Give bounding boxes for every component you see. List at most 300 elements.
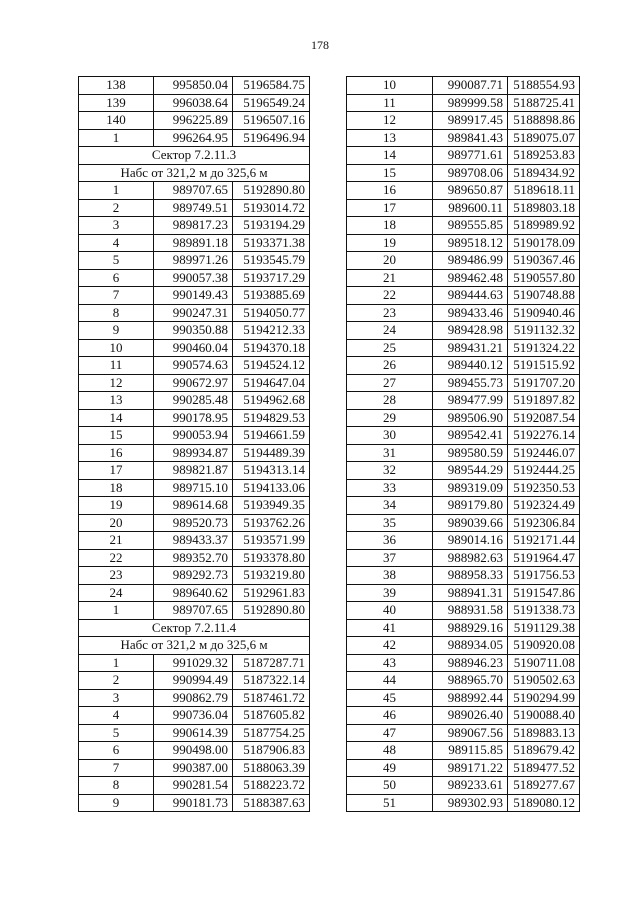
table-row — [347, 287, 580, 305]
y-coordinate-cell: 5193762.26 — [233, 514, 310, 532]
point-number-cell: 8 — [79, 304, 154, 322]
y-coordinate-cell: 5187754.25 — [233, 724, 310, 742]
point-number-cell: 23 — [347, 304, 433, 322]
y-coordinate-cell: 5189477.52 — [508, 759, 580, 777]
y-coordinate-cell: 5190557.80 — [508, 269, 580, 287]
point-number-cell: 24 — [79, 584, 154, 602]
y-coordinate-cell: 5196507.16 — [233, 112, 310, 130]
table-row — [347, 234, 580, 252]
point-number-cell: 31 — [347, 444, 433, 462]
point-number-cell: 5 — [79, 724, 154, 742]
point-number-cell: 51 — [347, 794, 433, 812]
x-coordinate-cell: 989708.06 — [433, 164, 508, 182]
x-coordinate-cell: 989455.73 — [433, 374, 508, 392]
point-number-cell: 19 — [79, 497, 154, 515]
x-coordinate-cell: 989067.56 — [433, 724, 508, 742]
table-row — [347, 217, 580, 235]
table-row — [79, 322, 310, 340]
table-row — [79, 339, 310, 357]
y-coordinate-cell: 5190502.63 — [508, 672, 580, 690]
table-row — [79, 94, 310, 112]
point-number-cell: 14 — [347, 147, 433, 165]
point-number-cell: 2 — [79, 199, 154, 217]
table-row — [347, 112, 580, 130]
y-coordinate-cell: 5192890.80 — [233, 182, 310, 200]
x-coordinate-cell: 989555.85 — [433, 217, 508, 235]
point-number-cell: 21 — [347, 269, 433, 287]
y-coordinate-cell: 5189277.67 — [508, 777, 580, 795]
table-row — [79, 217, 310, 235]
x-coordinate-cell: 990247.31 — [154, 304, 233, 322]
x-coordinate-cell: 988992.44 — [433, 689, 508, 707]
table-row — [347, 584, 580, 602]
x-coordinate-cell: 989319.09 — [433, 479, 508, 497]
x-coordinate-cell: 989462.48 — [433, 269, 508, 287]
point-number-cell: 25 — [347, 339, 433, 357]
point-number-cell: 17 — [79, 462, 154, 480]
point-number-cell: 20 — [79, 514, 154, 532]
x-coordinate-cell: 989440.12 — [433, 357, 508, 375]
y-coordinate-cell: 5191756.53 — [508, 567, 580, 585]
x-coordinate-cell: 988965.70 — [433, 672, 508, 690]
x-coordinate-cell: 989292.73 — [154, 567, 233, 585]
section-header-row — [79, 147, 310, 165]
point-number-cell: 11 — [347, 94, 433, 112]
point-number-cell: 10 — [79, 339, 154, 357]
point-number-cell: 27 — [347, 374, 433, 392]
x-coordinate-cell: 988982.63 — [433, 549, 508, 567]
table-row — [79, 77, 310, 95]
y-coordinate-cell: 5189618.11 — [508, 182, 580, 200]
table-row — [347, 514, 580, 532]
x-coordinate-cell: 989542.41 — [433, 427, 508, 445]
x-coordinate-cell: 989179.80 — [433, 497, 508, 515]
table-row — [347, 462, 580, 480]
y-coordinate-cell: 5192961.83 — [233, 584, 310, 602]
point-number-cell: 28 — [347, 392, 433, 410]
point-number-cell: 30 — [347, 427, 433, 445]
table-row — [347, 479, 580, 497]
x-coordinate-cell: 990178.95 — [154, 409, 233, 427]
x-coordinate-cell: 989544.29 — [433, 462, 508, 480]
table-row — [79, 794, 310, 812]
y-coordinate-cell: 5190367.46 — [508, 252, 580, 270]
x-coordinate-cell: 990736.04 — [154, 707, 233, 725]
table-row — [79, 234, 310, 252]
y-coordinate-cell: 5191324.22 — [508, 339, 580, 357]
y-coordinate-cell: 5194133.06 — [233, 479, 310, 497]
section-header-row — [79, 619, 310, 637]
y-coordinate-cell: 5192446.07 — [508, 444, 580, 462]
y-coordinate-cell: 5190748.88 — [508, 287, 580, 305]
table-row — [79, 427, 310, 445]
y-coordinate-cell: 5191964.47 — [508, 549, 580, 567]
y-coordinate-cell: 5188223.72 — [233, 777, 310, 795]
point-number-cell: 9 — [79, 322, 154, 340]
table-row — [347, 164, 580, 182]
x-coordinate-cell: 989444.63 — [433, 287, 508, 305]
table-row — [79, 479, 310, 497]
table-row — [347, 374, 580, 392]
section-header: Набс от 321,2 м до 325,6 м — [79, 637, 310, 655]
table-row — [79, 444, 310, 462]
y-coordinate-cell: 5187605.82 — [233, 707, 310, 725]
point-number-cell: 48 — [347, 742, 433, 760]
table-row — [347, 549, 580, 567]
table-row — [347, 409, 580, 427]
x-coordinate-cell: 989817.23 — [154, 217, 233, 235]
y-coordinate-cell: 5192171.44 — [508, 532, 580, 550]
x-coordinate-cell: 990614.39 — [154, 724, 233, 742]
y-coordinate-cell: 5189989.92 — [508, 217, 580, 235]
point-number-cell: 43 — [347, 654, 433, 672]
y-coordinate-cell: 5194313.14 — [233, 462, 310, 480]
point-number-cell: 1 — [79, 602, 154, 620]
y-coordinate-cell: 5190178.09 — [508, 234, 580, 252]
x-coordinate-cell: 996264.95 — [154, 129, 233, 147]
table-row — [347, 322, 580, 340]
x-coordinate-cell: 990862.79 — [154, 689, 233, 707]
x-coordinate-cell: 990350.88 — [154, 322, 233, 340]
point-number-cell: 18 — [347, 217, 433, 235]
x-coordinate-cell: 988941.31 — [433, 584, 508, 602]
table-row — [347, 532, 580, 550]
point-number-cell: 15 — [347, 164, 433, 182]
x-coordinate-cell: 989014.16 — [433, 532, 508, 550]
point-number-cell: 13 — [347, 129, 433, 147]
point-number-cell: 4 — [79, 707, 154, 725]
point-number-cell: 50 — [347, 777, 433, 795]
point-number-cell: 33 — [347, 479, 433, 497]
table-row — [79, 112, 310, 130]
x-coordinate-cell: 990181.73 — [154, 794, 233, 812]
point-number-cell: 2 — [79, 672, 154, 690]
table-row — [347, 444, 580, 462]
table-row — [79, 742, 310, 760]
table-row — [79, 532, 310, 550]
x-coordinate-cell: 989999.58 — [433, 94, 508, 112]
y-coordinate-cell: 5191338.73 — [508, 602, 580, 620]
point-number-cell: 42 — [347, 637, 433, 655]
y-coordinate-cell: 5188898.86 — [508, 112, 580, 130]
x-coordinate-cell: 990460.04 — [154, 339, 233, 357]
y-coordinate-cell: 5187906.83 — [233, 742, 310, 760]
point-number-cell: 7 — [79, 287, 154, 305]
x-coordinate-cell: 990672.97 — [154, 374, 233, 392]
section-header: Сектор 7.2.11.4 — [79, 619, 310, 637]
x-coordinate-cell: 989171.22 — [433, 759, 508, 777]
table-row — [347, 654, 580, 672]
point-number-cell: 38 — [347, 567, 433, 585]
point-number-cell: 34 — [347, 497, 433, 515]
table-row — [79, 497, 310, 515]
point-number-cell: 20 — [347, 252, 433, 270]
table-row — [79, 287, 310, 305]
y-coordinate-cell: 5191129.38 — [508, 619, 580, 637]
point-number-cell: 26 — [347, 357, 433, 375]
point-number-cell: 6 — [79, 742, 154, 760]
section-header: Набс от 321,2 м до 325,6 м — [79, 164, 310, 182]
x-coordinate-cell: 989433.37 — [154, 532, 233, 550]
coordinates-table-left — [78, 76, 310, 812]
y-coordinate-cell: 5192890.80 — [233, 602, 310, 620]
table-row — [347, 269, 580, 287]
y-coordinate-cell: 5193949.35 — [233, 497, 310, 515]
y-coordinate-cell: 5194524.12 — [233, 357, 310, 375]
table-row — [79, 654, 310, 672]
table-row — [79, 777, 310, 795]
y-coordinate-cell: 5194962.68 — [233, 392, 310, 410]
table-row — [347, 392, 580, 410]
x-coordinate-cell: 989707.65 — [154, 602, 233, 620]
y-coordinate-cell: 5191897.82 — [508, 392, 580, 410]
point-number-cell: 139 — [79, 94, 154, 112]
table-row — [347, 742, 580, 760]
table-row — [347, 637, 580, 655]
section-header: Сектор 7.2.11.3 — [79, 147, 310, 165]
x-coordinate-cell: 990387.00 — [154, 759, 233, 777]
table-row — [79, 584, 310, 602]
table-row — [79, 409, 310, 427]
table-row — [79, 549, 310, 567]
point-number-cell: 44 — [347, 672, 433, 690]
y-coordinate-cell: 5190294.99 — [508, 689, 580, 707]
x-coordinate-cell: 996225.89 — [154, 112, 233, 130]
table-row — [79, 672, 310, 690]
x-coordinate-cell: 989640.62 — [154, 584, 233, 602]
point-number-cell: 32 — [347, 462, 433, 480]
point-number-cell: 29 — [347, 409, 433, 427]
y-coordinate-cell: 5194647.04 — [233, 374, 310, 392]
section-header-row — [79, 637, 310, 655]
table-row — [79, 707, 310, 725]
table-row — [79, 392, 310, 410]
table-row — [347, 199, 580, 217]
x-coordinate-cell: 990281.54 — [154, 777, 233, 795]
table-row — [79, 182, 310, 200]
y-coordinate-cell: 5194370.18 — [233, 339, 310, 357]
table-row — [347, 619, 580, 637]
x-coordinate-cell: 989115.85 — [433, 742, 508, 760]
x-coordinate-cell: 990087.71 — [433, 77, 508, 95]
y-coordinate-cell: 5193885.69 — [233, 287, 310, 305]
table-row — [79, 514, 310, 532]
y-coordinate-cell: 5190088.40 — [508, 707, 580, 725]
point-number-cell: 3 — [79, 689, 154, 707]
point-number-cell: 16 — [79, 444, 154, 462]
x-coordinate-cell: 988934.05 — [433, 637, 508, 655]
x-coordinate-cell: 989917.45 — [433, 112, 508, 130]
x-coordinate-cell: 989650.87 — [433, 182, 508, 200]
point-number-cell: 140 — [79, 112, 154, 130]
point-number-cell: 19 — [347, 234, 433, 252]
table-row — [347, 707, 580, 725]
point-number-cell: 3 — [79, 217, 154, 235]
y-coordinate-cell: 5194050.77 — [233, 304, 310, 322]
y-coordinate-cell: 5190940.46 — [508, 304, 580, 322]
x-coordinate-cell: 988929.16 — [433, 619, 508, 637]
x-coordinate-cell: 989715.10 — [154, 479, 233, 497]
table-row — [79, 357, 310, 375]
y-coordinate-cell: 5188725.41 — [508, 94, 580, 112]
table-row — [347, 724, 580, 742]
table-row — [347, 77, 580, 95]
y-coordinate-cell: 5188063.39 — [233, 759, 310, 777]
x-coordinate-cell: 988946.23 — [433, 654, 508, 672]
point-number-cell: 22 — [79, 549, 154, 567]
table-row — [347, 689, 580, 707]
y-coordinate-cell: 5191515.92 — [508, 357, 580, 375]
x-coordinate-cell: 990574.63 — [154, 357, 233, 375]
point-number-cell: 7 — [79, 759, 154, 777]
x-coordinate-cell: 989506.90 — [433, 409, 508, 427]
x-coordinate-cell: 989428.98 — [433, 322, 508, 340]
x-coordinate-cell: 990498.00 — [154, 742, 233, 760]
table-row — [347, 497, 580, 515]
x-coordinate-cell: 989477.99 — [433, 392, 508, 410]
point-number-cell: 13 — [79, 392, 154, 410]
y-coordinate-cell: 5196496.94 — [233, 129, 310, 147]
table-row — [79, 689, 310, 707]
point-number-cell: 46 — [347, 707, 433, 725]
x-coordinate-cell: 989433.46 — [433, 304, 508, 322]
point-number-cell: 14 — [79, 409, 154, 427]
x-coordinate-cell: 990285.48 — [154, 392, 233, 410]
y-coordinate-cell: 5191547.86 — [508, 584, 580, 602]
x-coordinate-cell: 989580.59 — [433, 444, 508, 462]
x-coordinate-cell: 989891.18 — [154, 234, 233, 252]
y-coordinate-cell: 5189883.13 — [508, 724, 580, 742]
x-coordinate-cell: 989233.61 — [433, 777, 508, 795]
x-coordinate-cell: 990149.43 — [154, 287, 233, 305]
table-row — [347, 794, 580, 812]
x-coordinate-cell: 989707.65 — [154, 182, 233, 200]
x-coordinate-cell: 989841.43 — [433, 129, 508, 147]
table-row — [347, 94, 580, 112]
point-number-cell: 18 — [79, 479, 154, 497]
table-row — [347, 602, 580, 620]
point-number-cell: 24 — [347, 322, 433, 340]
table-row — [347, 672, 580, 690]
table-row — [79, 129, 310, 147]
x-coordinate-cell: 989026.40 — [433, 707, 508, 725]
point-number-cell: 8 — [79, 777, 154, 795]
table-row — [347, 357, 580, 375]
x-coordinate-cell: 989302.93 — [433, 794, 508, 812]
x-coordinate-cell: 989486.99 — [433, 252, 508, 270]
y-coordinate-cell: 5192444.25 — [508, 462, 580, 480]
point-number-cell: 10 — [347, 77, 433, 95]
table-row — [79, 602, 310, 620]
coordinates-table-right — [346, 76, 580, 812]
table-row — [79, 304, 310, 322]
y-coordinate-cell: 5189080.12 — [508, 794, 580, 812]
y-coordinate-cell: 5192087.54 — [508, 409, 580, 427]
table-row — [79, 724, 310, 742]
point-number-cell: 39 — [347, 584, 433, 602]
x-coordinate-cell: 988931.58 — [433, 602, 508, 620]
point-number-cell: 5 — [79, 252, 154, 270]
y-coordinate-cell: 5194489.39 — [233, 444, 310, 462]
table-row — [347, 147, 580, 165]
table-row — [347, 759, 580, 777]
y-coordinate-cell: 5190711.08 — [508, 654, 580, 672]
x-coordinate-cell: 988958.33 — [433, 567, 508, 585]
x-coordinate-cell: 989934.87 — [154, 444, 233, 462]
table-row — [79, 462, 310, 480]
point-number-cell: 47 — [347, 724, 433, 742]
y-coordinate-cell: 5193219.80 — [233, 567, 310, 585]
y-coordinate-cell: 5187322.14 — [233, 672, 310, 690]
point-number-cell: 12 — [79, 374, 154, 392]
y-coordinate-cell: 5188387.63 — [233, 794, 310, 812]
y-coordinate-cell: 5190920.08 — [508, 637, 580, 655]
table-row — [347, 339, 580, 357]
y-coordinate-cell: 5193545.79 — [233, 252, 310, 270]
table-row — [79, 269, 310, 287]
x-coordinate-cell: 989821.87 — [154, 462, 233, 480]
x-coordinate-cell: 989749.51 — [154, 199, 233, 217]
y-coordinate-cell: 5192324.49 — [508, 497, 580, 515]
table-row — [347, 567, 580, 585]
y-coordinate-cell: 5193371.38 — [233, 234, 310, 252]
table-row — [79, 199, 310, 217]
y-coordinate-cell: 5191132.32 — [508, 322, 580, 340]
table-row — [347, 129, 580, 147]
y-coordinate-cell: 5189075.07 — [508, 129, 580, 147]
point-number-cell: 22 — [347, 287, 433, 305]
table-row — [347, 427, 580, 445]
table-row — [79, 567, 310, 585]
y-coordinate-cell: 5196584.75 — [233, 77, 310, 95]
y-coordinate-cell: 5192350.53 — [508, 479, 580, 497]
x-coordinate-cell: 989431.21 — [433, 339, 508, 357]
point-number-cell: 11 — [79, 357, 154, 375]
point-number-cell: 1 — [79, 654, 154, 672]
point-number-cell: 35 — [347, 514, 433, 532]
y-coordinate-cell: 5194212.33 — [233, 322, 310, 340]
point-number-cell: 21 — [79, 532, 154, 550]
point-number-cell: 1 — [79, 182, 154, 200]
y-coordinate-cell: 5196549.24 — [233, 94, 310, 112]
y-coordinate-cell: 5194661.59 — [233, 427, 310, 445]
point-number-cell: 37 — [347, 549, 433, 567]
x-coordinate-cell: 989600.11 — [433, 199, 508, 217]
table-row — [347, 777, 580, 795]
x-coordinate-cell: 990994.49 — [154, 672, 233, 690]
point-number-cell: 36 — [347, 532, 433, 550]
section-header-row — [79, 164, 310, 182]
y-coordinate-cell: 5193717.29 — [233, 269, 310, 287]
y-coordinate-cell: 5194829.53 — [233, 409, 310, 427]
table-row — [347, 304, 580, 322]
page-number: 178 — [311, 38, 329, 52]
y-coordinate-cell: 5188554.93 — [508, 77, 580, 95]
y-coordinate-cell: 5189434.92 — [508, 164, 580, 182]
x-coordinate-cell: 989352.70 — [154, 549, 233, 567]
point-number-cell: 138 — [79, 77, 154, 95]
table-row — [347, 182, 580, 200]
table-row — [79, 374, 310, 392]
table-row — [79, 759, 310, 777]
point-number-cell: 6 — [79, 269, 154, 287]
y-coordinate-cell: 5192306.84 — [508, 514, 580, 532]
x-coordinate-cell: 989039.66 — [433, 514, 508, 532]
y-coordinate-cell: 5193378.80 — [233, 549, 310, 567]
table-row — [79, 252, 310, 270]
point-number-cell: 9 — [79, 794, 154, 812]
y-coordinate-cell: 5191707.20 — [508, 374, 580, 392]
